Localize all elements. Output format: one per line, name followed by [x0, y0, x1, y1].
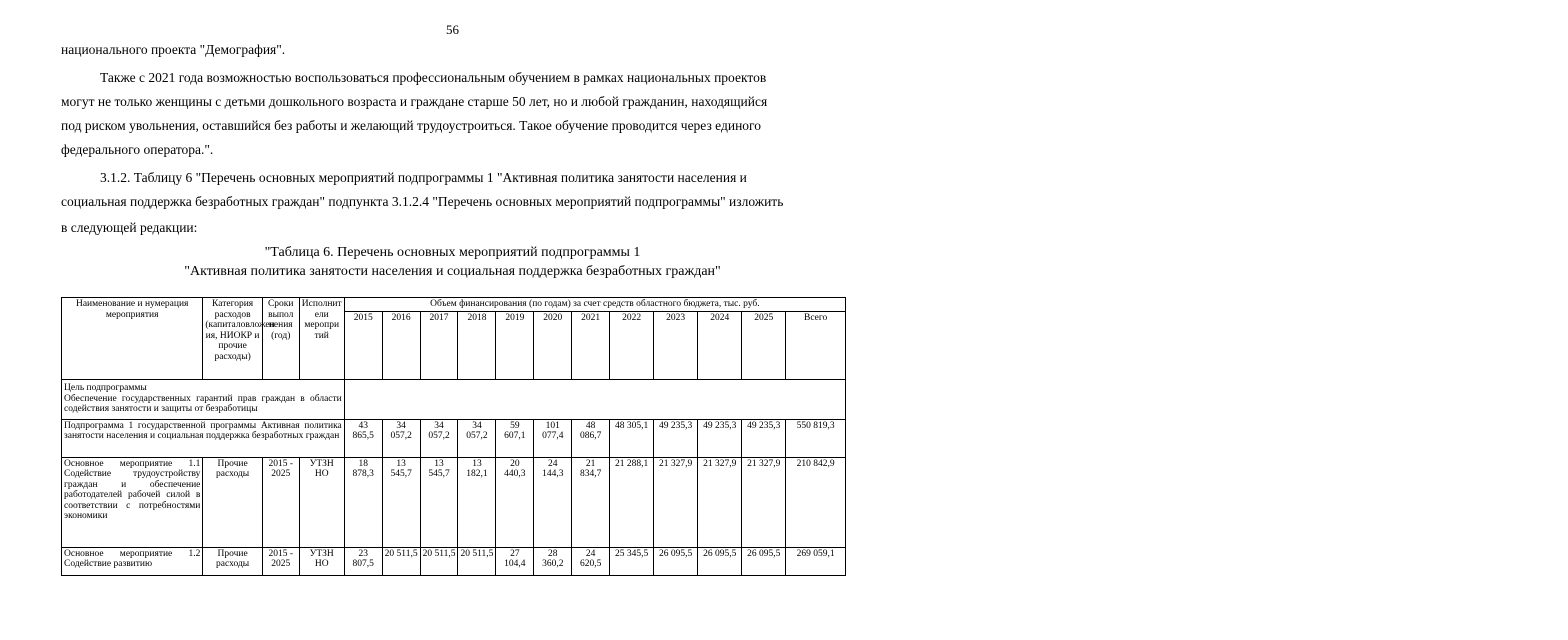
header-year: 2015 [344, 311, 382, 379]
value-cell: 13 182,1 [458, 457, 496, 547]
value-cell: 48 305,1 [610, 419, 654, 457]
paragraph-line: под риском увольнения, оставшийся без работы и желающий трудоустроиться. Такое обучение проводится через единого [61, 118, 762, 133]
paragraph-line: в следующей редакции: [61, 220, 198, 235]
value-cell: 21 327,9 [742, 457, 786, 547]
value-cell: 26 095,5 [742, 547, 786, 575]
value-cell: 210 842,9 [786, 457, 846, 547]
table-goal-row [62, 379, 846, 419]
value-cell: 269 059,1 [786, 547, 846, 575]
value-cell: 13 545,7 [382, 457, 420, 547]
paragraph-line: федерального оператора.". [61, 142, 214, 157]
header-year: 2024 [698, 311, 742, 379]
value-cell: 20 511,5 [382, 547, 420, 575]
header-year: 2022 [610, 311, 654, 379]
page-number: 56 [446, 22, 459, 37]
table-title-line-1: "Таблица 6. Перечень основных мероприятий подпрограммы 1 [264, 245, 641, 260]
goal-text: Обеспечение государственных гарантий прав граждан в области содействия занятости и защиты от безработицы [64, 393, 342, 415]
row-name: Основное мероприятие 1.2 Содействие развитию [62, 547, 203, 575]
row-executor: УТЗН НО [299, 547, 344, 575]
row-terms: 2015 - 2025 [262, 457, 299, 547]
header-year: 2021 [572, 311, 610, 379]
header-funding: Объем финансирования (по годам) за счет средств областного бюджета, тыс. руб. [344, 298, 845, 312]
table-row [62, 457, 846, 547]
value-cell: 18 878,3 [344, 457, 382, 547]
value-cell: 49 235,3 [698, 419, 742, 457]
header-name: Наименование и нумерация мероприятия [62, 298, 203, 380]
header-category: Категория расходов (капиталовложен ия, НИОКР и прочие расходы) [203, 298, 262, 380]
paragraph-line: могут не только женщины с детьми дошкольного возраста и граждане старше 50 лет, но и любой гражданин, находящийся [61, 94, 768, 109]
value-cell: 21 327,9 [698, 457, 742, 547]
value-cell: 21 288,1 [610, 457, 654, 547]
header-year: Всего [786, 311, 846, 379]
value-cell: 34 057,2 [420, 419, 458, 457]
value-cell: 34 057,2 [458, 419, 496, 457]
value-cell: 13 545,7 [420, 457, 458, 547]
table-title-line-2: "Активная политика занятости населения и социальная поддержка безработных граждан" [184, 264, 721, 279]
value-cell: 101 077,4 [534, 419, 572, 457]
value-cell: 23 807,5 [344, 547, 382, 575]
row-category: Прочие расходы [203, 547, 262, 575]
value-cell: 27 104,4 [496, 547, 534, 575]
value-cell: 25 345,5 [610, 547, 654, 575]
paragraph-line: национального проекта "Демография". [61, 42, 286, 57]
goal-title: Цель подпрограммы [64, 383, 147, 394]
value-cell: 28 360,2 [534, 547, 572, 575]
value-cell: 43 865,5 [344, 419, 382, 457]
header-year: 2019 [496, 311, 534, 379]
row-name: Подпрограмма 1 государственной программы Активная политика занятости населения и социальная поддержка безработных граждан [62, 419, 345, 457]
header-year: 2025 [742, 311, 786, 379]
paragraph-line: 3.1.2. Таблицу 6 "Перечень основных мероприятий подпрограммы 1 "Активная политика занятости населения и [100, 170, 747, 185]
value-cell: 20 511,5 [458, 547, 496, 575]
value-cell: 34 057,2 [382, 419, 420, 457]
row-executor: УТЗН НО [299, 457, 344, 547]
activities-table [61, 297, 846, 576]
row-name: Основное мероприятие 1.1 Содействие трудоустройству граждан и обеспечение работодателей рабочей силой в соответствии с потребностями экономики [62, 457, 203, 547]
paragraph-line: социальная поддержка безработных граждан" подпункта 3.1.2.4 "Перечень основных мероприятий подпрограммы" изложить [61, 194, 784, 209]
value-cell: 26 095,5 [654, 547, 698, 575]
paragraph-line: Также с 2021 года возможностью воспользоваться профессиональным обучением в рамках национальных проектов [100, 70, 767, 85]
value-cell: 550 819,3 [786, 419, 846, 457]
header-executor: Исполнит ели меропри тий [299, 298, 344, 380]
value-cell: 49 235,3 [742, 419, 786, 457]
value-cell: 24 144,3 [534, 457, 572, 547]
goal-cell [62, 379, 345, 419]
value-cell: 59 607,1 [496, 419, 534, 457]
header-year: 2020 [534, 311, 572, 379]
header-year: 2018 [458, 311, 496, 379]
table-header-row [62, 298, 846, 312]
table-row [62, 547, 846, 575]
row-terms: 2015 - 2025 [262, 547, 299, 575]
header-year: 2017 [420, 311, 458, 379]
value-cell: 49 235,3 [654, 419, 698, 457]
value-cell: 20 440,3 [496, 457, 534, 547]
header-year: 2016 [382, 311, 420, 379]
table-row [62, 419, 846, 457]
row-category: Прочие расходы [203, 457, 262, 547]
value-cell: 20 511,5 [420, 547, 458, 575]
header-year: 2023 [654, 311, 698, 379]
value-cell: 21 834,7 [572, 457, 610, 547]
value-cell: 26 095,5 [698, 547, 742, 575]
value-cell: 48 086,7 [572, 419, 610, 457]
value-cell: 24 620,5 [572, 547, 610, 575]
value-cell: 21 327,9 [654, 457, 698, 547]
goal-empty-cell [344, 379, 845, 419]
header-terms: Сроки выпол нения (год) [262, 298, 299, 380]
